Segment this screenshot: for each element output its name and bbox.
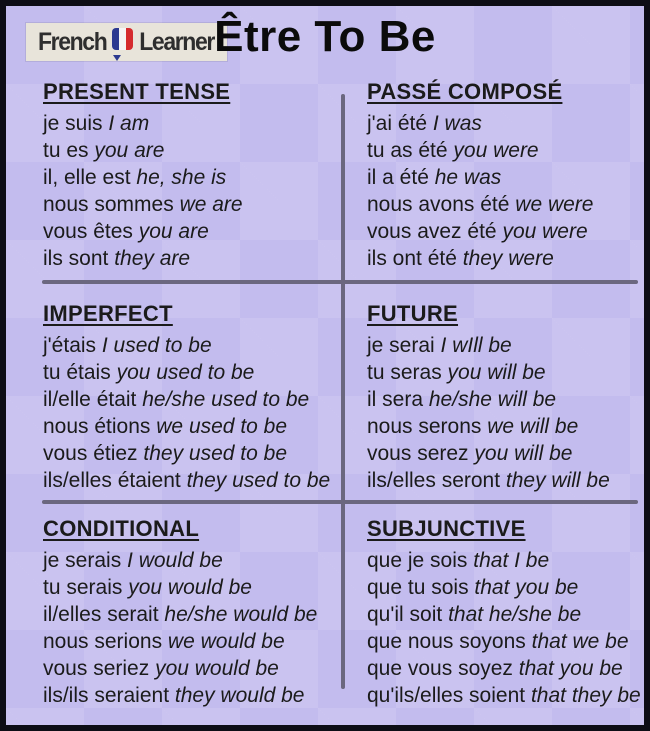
english-translation: we were bbox=[515, 193, 594, 216]
conjugation-line bbox=[43, 655, 317, 682]
tense-heading: CONDITIONAL bbox=[43, 516, 200, 541]
french-text: ils sont bbox=[43, 247, 109, 270]
french-text: j'ai été bbox=[367, 112, 428, 135]
french-text: vous seriez bbox=[43, 657, 150, 680]
conjugation-line bbox=[43, 245, 243, 272]
conjugation-line bbox=[43, 682, 317, 709]
french-text: j'étais bbox=[43, 334, 97, 357]
conjugation-rows bbox=[367, 332, 610, 494]
french-text: vous avez été bbox=[367, 220, 497, 243]
conjugation-line bbox=[367, 682, 641, 709]
conjugation-line bbox=[367, 628, 641, 655]
english-translation: I used to be bbox=[101, 334, 212, 357]
conjugation-rows bbox=[43, 332, 330, 494]
conjugation-line bbox=[367, 218, 593, 245]
conjugation-line bbox=[367, 245, 593, 272]
french-text: ils/elles étaient bbox=[43, 469, 181, 492]
french-text: tu es bbox=[43, 139, 89, 162]
french-text: je suis bbox=[43, 112, 103, 135]
conjugation-line bbox=[367, 440, 610, 467]
english-translation: that you be bbox=[518, 657, 623, 680]
logo-text-left: French bbox=[37, 27, 107, 56]
conjugation-line bbox=[367, 359, 610, 386]
english-translation: they are bbox=[114, 247, 191, 270]
conjugation-line bbox=[43, 359, 330, 386]
conjugation-line bbox=[367, 137, 593, 164]
french-text: ils/ils seraient bbox=[43, 684, 170, 707]
tense-heading: SUBJUNCTIVE bbox=[367, 516, 526, 541]
horizontal-divider-1 bbox=[42, 280, 638, 284]
english-translation: we used to be bbox=[156, 415, 288, 438]
english-translation: you will be bbox=[447, 361, 546, 384]
french-text: nous serons bbox=[367, 415, 482, 438]
conjugation-line bbox=[43, 191, 243, 218]
french-text: il a été bbox=[367, 166, 429, 189]
english-translation: I was bbox=[432, 112, 482, 135]
english-translation: I would be bbox=[127, 549, 223, 572]
french-text: nous sommes bbox=[43, 193, 174, 216]
french-text: nous serions bbox=[43, 630, 163, 653]
conjugation-rows bbox=[43, 110, 243, 272]
english-translation: he was bbox=[434, 166, 502, 189]
english-translation: that I be bbox=[473, 549, 550, 572]
french-text: que vous soyez bbox=[367, 657, 513, 680]
french-text: vous étiez bbox=[43, 442, 138, 465]
french-text: il/elle était bbox=[43, 388, 137, 411]
english-translation: you would be bbox=[128, 576, 252, 599]
english-translation: you are bbox=[94, 139, 165, 162]
english-translation: I wIll be bbox=[440, 334, 512, 357]
conjugation-line bbox=[367, 413, 610, 440]
english-translation: you are bbox=[138, 220, 209, 243]
tense-heading: PRESENT TENSE bbox=[43, 79, 231, 104]
conjugation-line bbox=[367, 191, 593, 218]
french-text: tu as été bbox=[367, 139, 448, 162]
tense-heading: IMPERFECT bbox=[43, 301, 173, 326]
french-text: je serai bbox=[367, 334, 435, 357]
english-translation: you used to be bbox=[116, 361, 255, 384]
conjugation-line bbox=[43, 574, 317, 601]
logo-text-right: Learner bbox=[139, 27, 215, 56]
conjugation-line bbox=[43, 164, 243, 191]
conjugation-line bbox=[367, 110, 593, 137]
conjugation-line bbox=[43, 218, 243, 245]
tense-section bbox=[43, 301, 330, 494]
tense-section bbox=[367, 301, 610, 494]
conjugation-line bbox=[367, 164, 593, 191]
tense-section bbox=[43, 79, 243, 272]
tense-section bbox=[367, 79, 593, 272]
conjugation-line bbox=[43, 332, 330, 359]
english-translation: he/she used to be bbox=[142, 388, 310, 411]
french-text: il sera bbox=[367, 388, 424, 411]
english-translation: they will be bbox=[505, 469, 610, 492]
conjugation-line bbox=[43, 601, 317, 628]
english-translation: we are bbox=[179, 193, 243, 216]
english-translation: that you be bbox=[474, 576, 579, 599]
conjugation-line bbox=[367, 574, 641, 601]
french-text: il/elles serait bbox=[43, 603, 159, 626]
conjugation-line bbox=[43, 547, 317, 574]
english-translation: he/she would be bbox=[164, 603, 318, 626]
tense-heading: FUTURE bbox=[367, 301, 459, 326]
french-text: il, elle est bbox=[43, 166, 131, 189]
conjugation-line bbox=[43, 413, 330, 440]
french-text: ils ont été bbox=[367, 247, 457, 270]
french-text: qu'il soit bbox=[367, 603, 443, 626]
conjugation-rows bbox=[367, 547, 641, 709]
tense-heading: PASSÉ COMPOSÉ bbox=[367, 79, 563, 104]
english-translation: I am bbox=[108, 112, 150, 135]
french-text: vous serez bbox=[367, 442, 469, 465]
french-text: tu seras bbox=[367, 361, 442, 384]
french-text: que tu sois bbox=[367, 576, 469, 599]
english-translation: you will be bbox=[474, 442, 573, 465]
page-title: Être To Be bbox=[214, 12, 436, 61]
conjugation-line bbox=[367, 655, 641, 682]
tense-section bbox=[43, 516, 317, 709]
english-translation: he, she is bbox=[136, 166, 227, 189]
english-translation: that we be bbox=[531, 630, 629, 653]
tense-section bbox=[367, 516, 641, 709]
conjugation-line bbox=[43, 386, 330, 413]
french-text: que je sois bbox=[367, 549, 468, 572]
french-text: ils/elles seront bbox=[367, 469, 501, 492]
conjugation-line bbox=[367, 601, 641, 628]
english-translation: you would be bbox=[155, 657, 279, 680]
french-text: tu étais bbox=[43, 361, 111, 384]
conjugation-line bbox=[367, 467, 610, 494]
conjugation-rows bbox=[367, 110, 593, 272]
conjugation-rows bbox=[43, 547, 317, 709]
french-text: qu'ils/elles soient bbox=[367, 684, 526, 707]
conjugation-line bbox=[43, 440, 330, 467]
french-text: que nous soyons bbox=[367, 630, 526, 653]
conjugation-line bbox=[367, 386, 610, 413]
french-text: tu serais bbox=[43, 576, 123, 599]
vertical-divider bbox=[341, 94, 345, 689]
french-text: je serais bbox=[43, 549, 122, 572]
french-text: nous étions bbox=[43, 415, 151, 438]
english-translation: you were bbox=[502, 220, 588, 243]
conjugation-line bbox=[367, 547, 641, 574]
english-translation: they would be bbox=[174, 684, 305, 707]
conjugation-line bbox=[367, 332, 610, 359]
conjugation-line bbox=[43, 137, 243, 164]
conjugation-line bbox=[43, 110, 243, 137]
french-text: vous êtes bbox=[43, 220, 133, 243]
conjugation-line bbox=[43, 628, 317, 655]
english-translation: they used to be bbox=[186, 469, 331, 492]
english-translation: we would be bbox=[167, 630, 285, 653]
english-translation: we will be bbox=[487, 415, 579, 438]
horizontal-divider-2 bbox=[42, 500, 638, 504]
english-translation: they used to be bbox=[143, 442, 288, 465]
french-text: nous avons été bbox=[367, 193, 510, 216]
english-translation: they were bbox=[462, 247, 554, 270]
english-translation: that they be bbox=[530, 684, 641, 707]
english-translation: you were bbox=[453, 139, 539, 162]
conjugation-line bbox=[43, 467, 330, 494]
english-translation: he/she will be bbox=[428, 388, 557, 411]
english-translation: that he/she be bbox=[448, 603, 582, 626]
